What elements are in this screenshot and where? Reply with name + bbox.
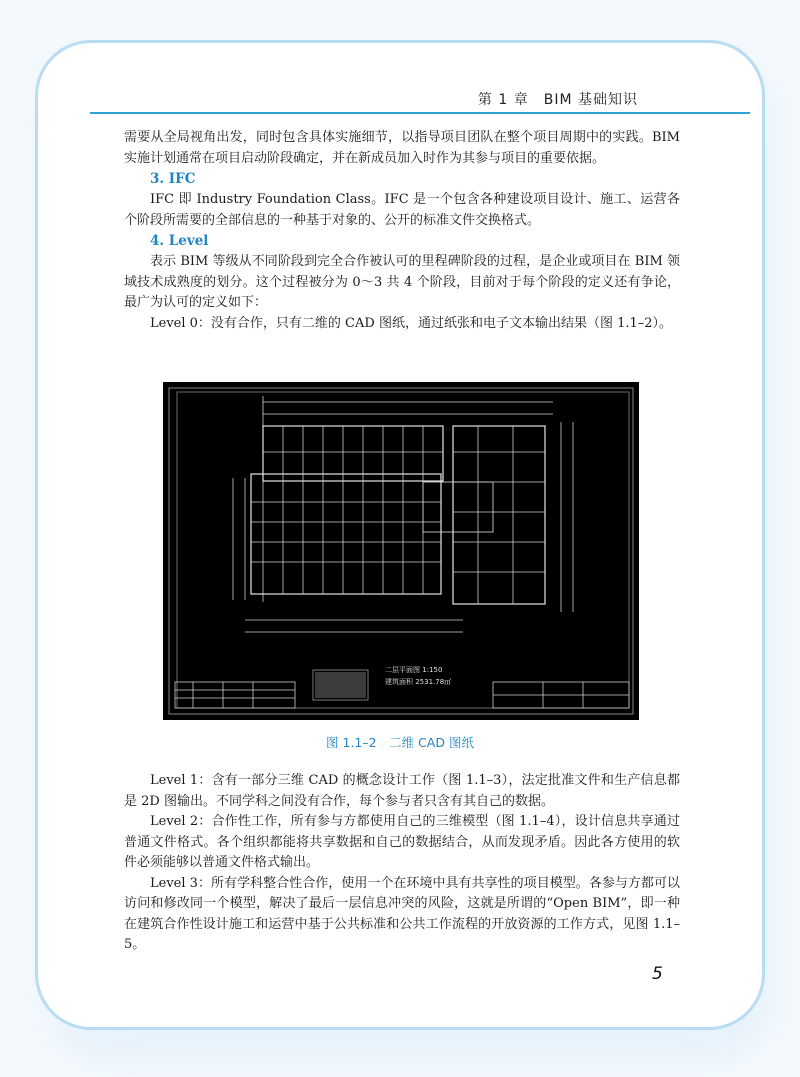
paragraph: Level 3：所有学科整合性合作，使用一个在环境中具有共享性的项目模型。各参与方都可以访问和修改同一个模型，解决了最后一层信息冲突的风险，这就是所谓的“Open BIM”，即一种在建筑合作性设计施工和运营中基于公共标准和公共工作流程的开放资源的工作方式，见图 1.1–5。	[124, 875, 680, 952]
chapter-title: 第 1 章 BIM 基础知识	[477, 92, 638, 108]
paragraph: Level 0：没有合作，只有二维的 CAD 图纸，通过纸张和电子文本输出结果（图 1.1–2）。	[150, 315, 673, 331]
body-text-top	[124, 128, 680, 334]
paragraph: Level 2：合作性工作，所有参与方都使用自己的三维模型（图 1.1–4），设计信息共享通过普通文件格式。各个组织都能将共享数据和自己的数据结合，从而发现矛盾。因此各方使用的软件必须能够以普通文件格式输出。	[124, 814, 680, 870]
plan-area: 建筑面积 2531.78㎡	[385, 678, 452, 686]
plan-title: 二层平面图 1:150	[385, 666, 443, 674]
paragraph: IFC 即 Industry Foundation Class。IFC 是一个包含各种建设项目设计、施工、运营各个阶段所需要的全部信息的一种基于对象的、公开的标准文件交换格式。	[124, 192, 680, 228]
cad-drawing-figure	[163, 382, 639, 720]
section-heading-level: 4. Level	[150, 233, 209, 249]
body-text-bottom	[124, 771, 680, 956]
running-header	[90, 88, 750, 114]
paragraph: 表示 BIM 等级从不同阶段到完全合作被认可的里程碑阶段的过程，是企业或项目在 BIM 领域技术成熟度的划分。这个过程被分为 0～3 共 4 个阶段，目前对于每个阶段的定义还有争论，最广为认可的定义如下：	[124, 254, 680, 310]
page-number: 5	[652, 964, 663, 984]
section-heading-ifc: 3. IFC	[150, 171, 196, 187]
paragraph: 需要从全局视角出发，同时包含具体实施细节，以指导项目团队在整个项目周期中的实践。BIM 实施计划通常在项目启动阶段确定，并在新成员加入时作为其参与项目的重要依据。	[124, 130, 680, 166]
paragraph: Level 1：含有一部分三维 CAD 的概念设计工作（图 1.1–3），法定批准文件和生产信息都是 2D 图输出。不同学科之间没有合作，每个参与者只含有其自己的数据。	[124, 773, 680, 809]
cad-floor-plan	[163, 382, 639, 720]
figure-caption: 图 1.1–2 二维 CAD 图纸	[326, 735, 474, 750]
